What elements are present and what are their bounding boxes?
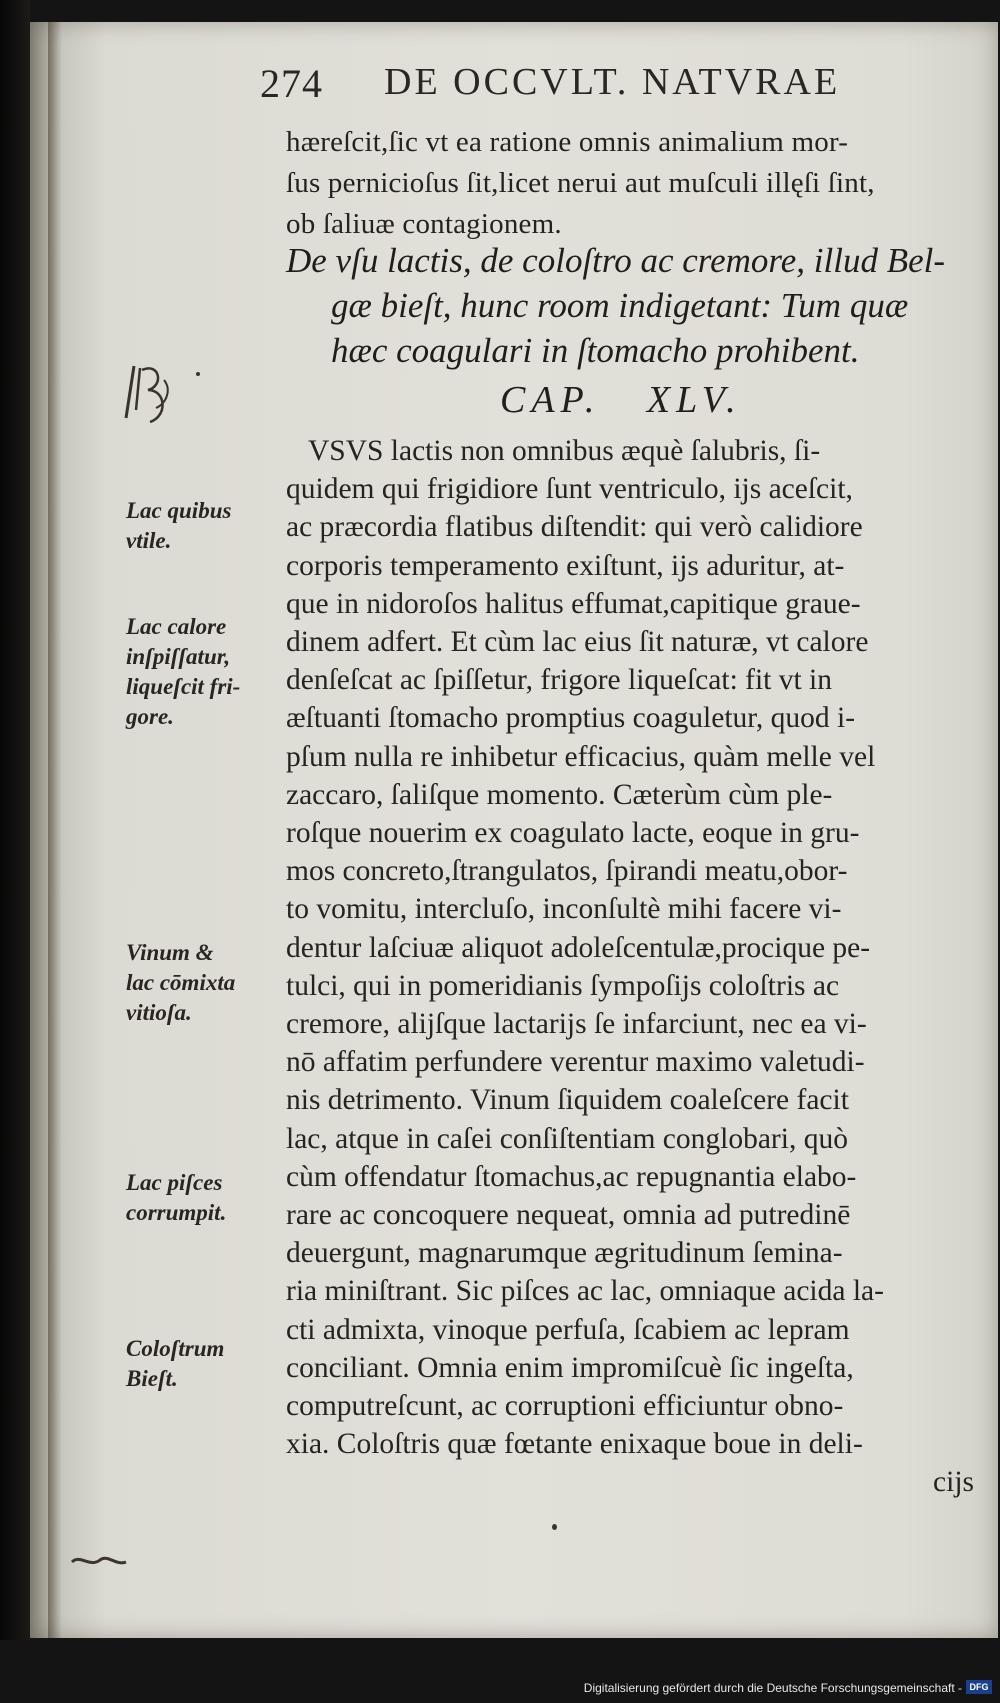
- body-line: roſque nouerim ex coagulato lacte, eoque in gru-: [286, 817, 860, 850]
- body-line: nis detrimento. Vinum ſiquidem coaleſcere facit: [286, 1084, 849, 1117]
- body-line: lac, atque in caſei conſiſtentiam conglobari, quò: [286, 1122, 848, 1155]
- body-line: quidem qui frigidiore ſunt ventriculo, ijs aceſcit,: [286, 473, 853, 506]
- margin-note-line: inſpiſſatur,: [126, 644, 231, 669]
- margin-note-line: Coloſtrum: [126, 1336, 225, 1361]
- margin-note-vinum: [126, 938, 276, 1028]
- page-header: [260, 60, 900, 120]
- body-line: pſum nulla re inhibetur efficacius, quàm melle vel: [286, 740, 876, 773]
- body-line: deuergunt, magnarumque ægritudinum ſemina-: [286, 1237, 843, 1270]
- page-number: 274: [260, 61, 323, 106]
- body-line: VSVS lactis non omnibus æquè ſalubris, ſi-: [308, 435, 821, 467]
- catchword: cijs: [933, 1466, 974, 1499]
- margin-note-line: liqueſcit fri-: [126, 674, 241, 699]
- margin-note-line: Lac calore: [126, 614, 227, 639]
- body-line: computreſcunt, ac corruptioni efficiuntur obno-: [286, 1390, 844, 1423]
- body-line: que in nidoroſos halitus effumat,capitique graue-: [286, 587, 861, 620]
- margin-note-line: Bieſt.: [126, 1366, 178, 1391]
- page-gutter-shadow: [48, 22, 62, 1638]
- body-line: denſeſcat ac ſpiſſetur, frigore liqueſcat: fit vt in: [286, 664, 832, 697]
- body-line: tulci, qui in pomeridianis ſympoſijs coloſtris ac: [286, 969, 840, 1002]
- margin-note-lac-calore: [126, 612, 276, 732]
- text-line: hæreſcit,ſic vt ea ratione omnis animalium mor-: [286, 126, 849, 158]
- text-line: ob ſaliuæ contagionem.: [286, 208, 562, 240]
- running-head: DE OCCVLT. NATVRAE: [384, 61, 841, 103]
- chapter-heading: CAP. XLV.: [500, 379, 742, 421]
- body-line: cremore, alijſque lactarijs ſe infarciunt, nec ea vi-: [286, 1008, 867, 1041]
- body-line: cti admixta, vinoque perfuſa, ſcabiem ac lepram: [286, 1313, 850, 1346]
- body-paragraph: [286, 432, 998, 1502]
- body-line: ria miniſtrant. Sic piſces ac lac, omniaque acida la-: [286, 1275, 884, 1308]
- body-line: ac præcordia flatibus diſtendit: qui verò calidiore: [286, 511, 863, 544]
- body-line: conciliant. Omnia enim impromiſcuè ſic ingeſta,: [286, 1351, 854, 1384]
- margin-note-lac-quibus: [126, 496, 276, 556]
- margin-note-line: Vinum &: [126, 940, 214, 965]
- body-line: dinem adfert. Et cùm lac eius ſit naturæ, vt calore: [286, 626, 869, 659]
- margin-note-line: Lac piſces: [126, 1170, 223, 1195]
- body-line: corporis temperamento exiſtunt, ijs aduritur, at-: [286, 549, 845, 582]
- chapter-summary: [286, 238, 996, 373]
- summary-line: gæ bieſt, hunc room indigetant: Tum quæ: [331, 286, 909, 325]
- summary-line: De vſu lactis, de coloſtro ac cremore, illud Bel-: [286, 241, 945, 280]
- body-line: æſtuanti ſtomacho promptius coaguletur, quod i-: [286, 702, 856, 735]
- margin-note-line: lac cōmixta: [126, 970, 236, 995]
- margin-note-line: vitioſa.: [126, 1000, 192, 1025]
- margin-note-lac-pisces: [126, 1168, 276, 1228]
- handwritten-pen-mark: [120, 360, 210, 430]
- dfg-logo: DFG: [966, 1680, 992, 1694]
- body-line: dentur laſciuæ aliquot adoleſcentulæ,procique pe-: [286, 931, 871, 964]
- intro-paragraph: [286, 122, 996, 245]
- ink-stain: [70, 1550, 130, 1574]
- body-line: cùm offendatur ſtomachus,ac repugnantia elabo-: [286, 1160, 857, 1193]
- digitization-credit: Digitalisierung gefördert durch die Deutsche Forschungsgemeinschaft -: [583, 1681, 962, 1695]
- margin-note-line: vtile.: [126, 528, 172, 553]
- body-line: to vomitu, intercluſo, inconſultè mihi facere vi-: [286, 893, 842, 926]
- summary-line: hæc coagulari in ſtomacho prohibent.: [331, 331, 860, 370]
- body-line: xia. Coloſtris quæ fœtante enixaque boue in deli-: [286, 1428, 863, 1461]
- margin-note-line: gore.: [126, 704, 174, 729]
- margin-note-colostrum: [126, 1334, 276, 1394]
- scan-background-edge: [0, 0, 30, 1640]
- body-line: zaccaro, ſaliſque momento. Cæterùm cùm ple-: [286, 778, 833, 811]
- scan-footer: [0, 1640, 1000, 1703]
- margin-note-line: corrumpit.: [126, 1200, 227, 1225]
- text-line: ſus pernicioſus ſit,licet nerui aut muſculi illęſi ſint,: [286, 167, 875, 199]
- margin-note-line: Lac quibus: [126, 498, 232, 523]
- body-line: rare ac concoquere nequeat, omnia ad putredinē: [286, 1199, 851, 1232]
- ink-dot: [552, 1524, 557, 1530]
- body-line: mos concreto,ſtrangulatos, ſpirandi meatu,obor-: [286, 855, 848, 888]
- body-line: nō affatim perfundere verentur maximo valetudi-: [286, 1046, 865, 1079]
